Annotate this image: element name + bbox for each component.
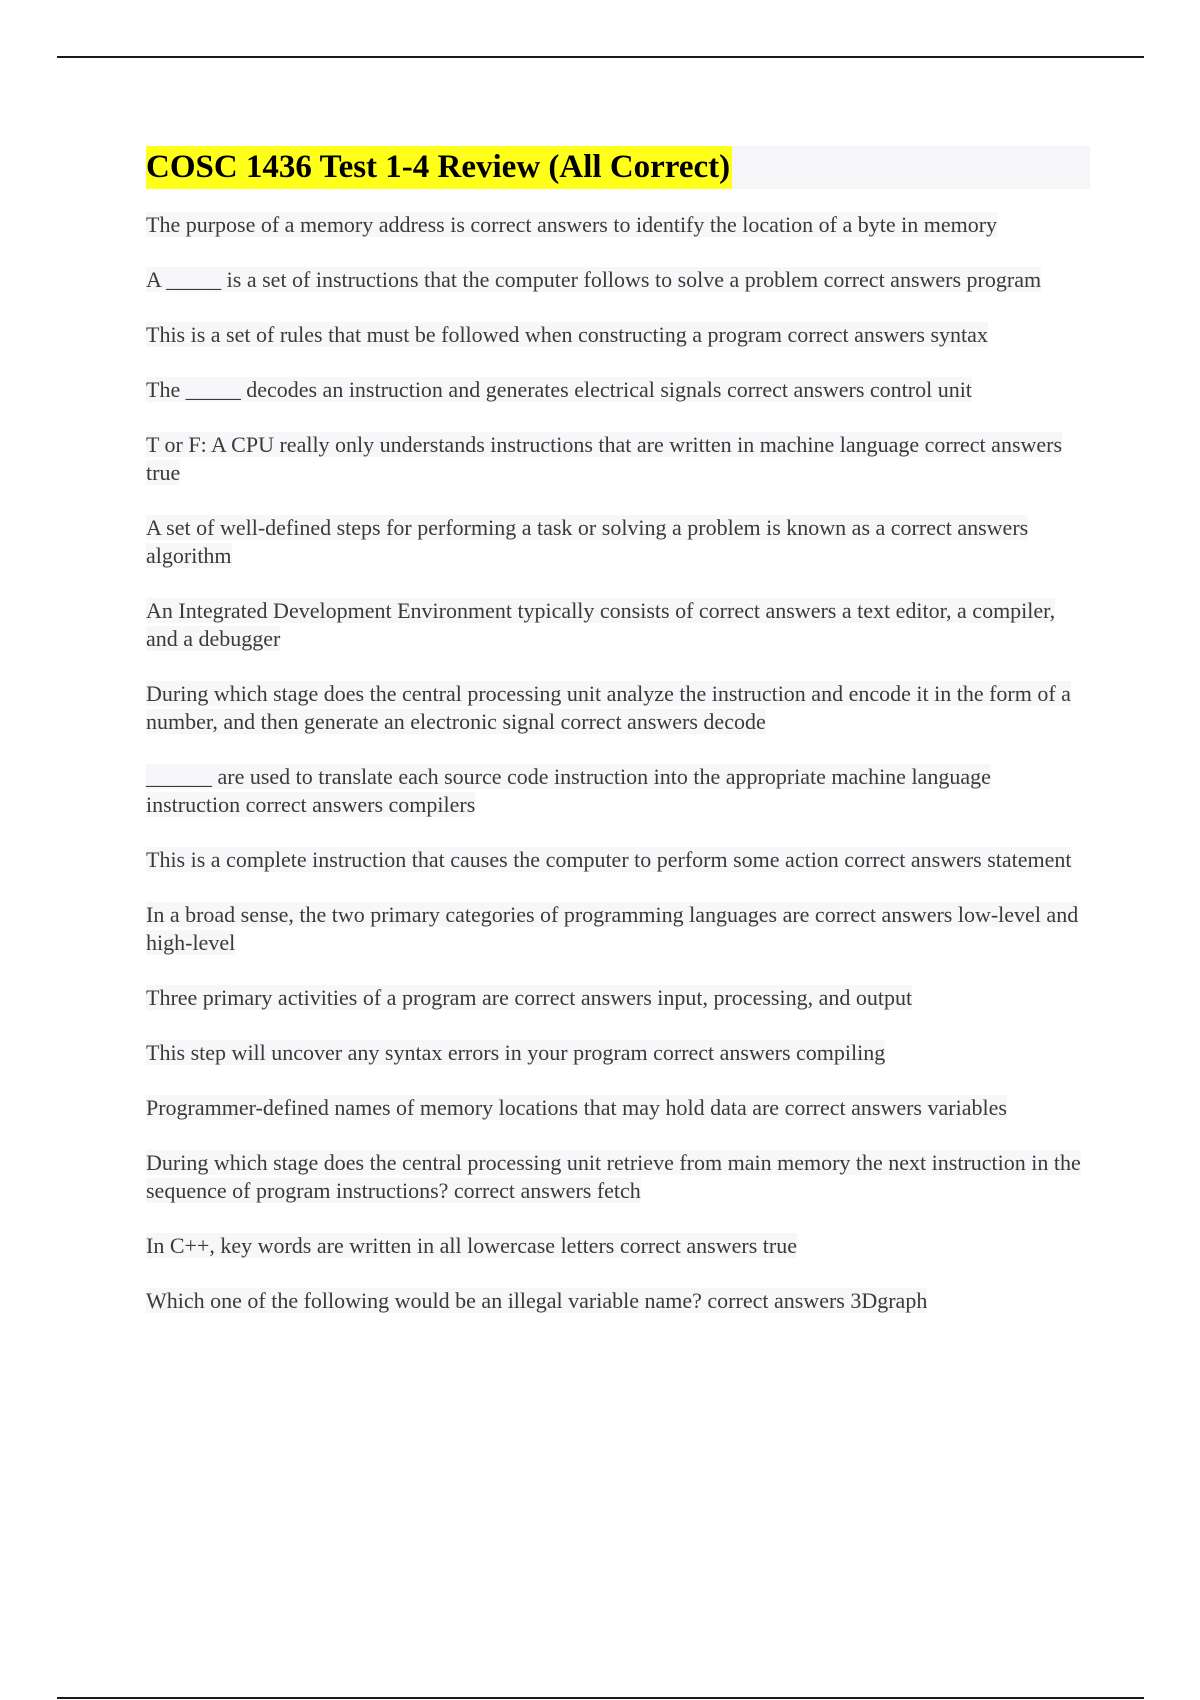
document-body [146, 146, 1090, 1342]
document-title: COSC 1436 Test 1-4 Review (All Correct) [146, 146, 732, 189]
qa-item: A set of well-defined steps for performing a task or solving a problem is known as a correct answers algorithm [146, 515, 1029, 568]
qa-item: T or F: A CPU really only understands instructions that are written in machine language correct answers true [146, 432, 1063, 485]
qa-list [146, 211, 1090, 1315]
qa-item: During which stage does the central processing unit retrieve from main memory the next instruction in the sequence of program instructions? correct answers fetch [146, 1150, 1081, 1203]
qa-item: This step will uncover any syntax errors in your program correct answers compiling [146, 1040, 886, 1065]
qa-item: In C++, key words are written in all lowercase letters correct answers true [146, 1233, 797, 1258]
qa-item: Three primary activities of a program are correct answers input, processing, and output [146, 985, 913, 1010]
qa-item: The _____ decodes an instruction and generates electrical signals correct answers control unit [146, 377, 972, 402]
title-band [146, 146, 1090, 189]
qa-item: Which one of the following would be an illegal variable name? correct answers 3Dgraph [146, 1288, 928, 1313]
qa-item: An Integrated Development Environment typically consists of correct answers a text editor, a compiler, and a debugger [146, 598, 1056, 651]
qa-item: Programmer-defined names of memory locations that may hold data are correct answers variables [146, 1095, 1007, 1120]
qa-item: The purpose of a memory address is correct answers to identify the location of a byte in memory [146, 212, 998, 237]
qa-item: During which stage does the central processing unit analyze the instruction and encode it in the form of a number, and then generate an electronic signal correct answers decode [146, 681, 1071, 734]
qa-item: In a broad sense, the two primary categories of programming languages are correct answers low-level and high-level [146, 902, 1079, 955]
qa-item: A _____ is a set of instructions that the computer follows to solve a problem correct answers program [146, 267, 1042, 292]
bottom-rule [57, 1697, 1144, 1699]
top-rule [57, 56, 1144, 58]
qa-item: This is a complete instruction that causes the computer to perform some action correct answers statement [146, 847, 1072, 872]
qa-item: This is a set of rules that must be followed when constructing a program correct answers syntax [146, 322, 988, 347]
qa-item: ______ are used to translate each source code instruction into the appropriate machine language instruction correct answers compilers [146, 764, 991, 817]
